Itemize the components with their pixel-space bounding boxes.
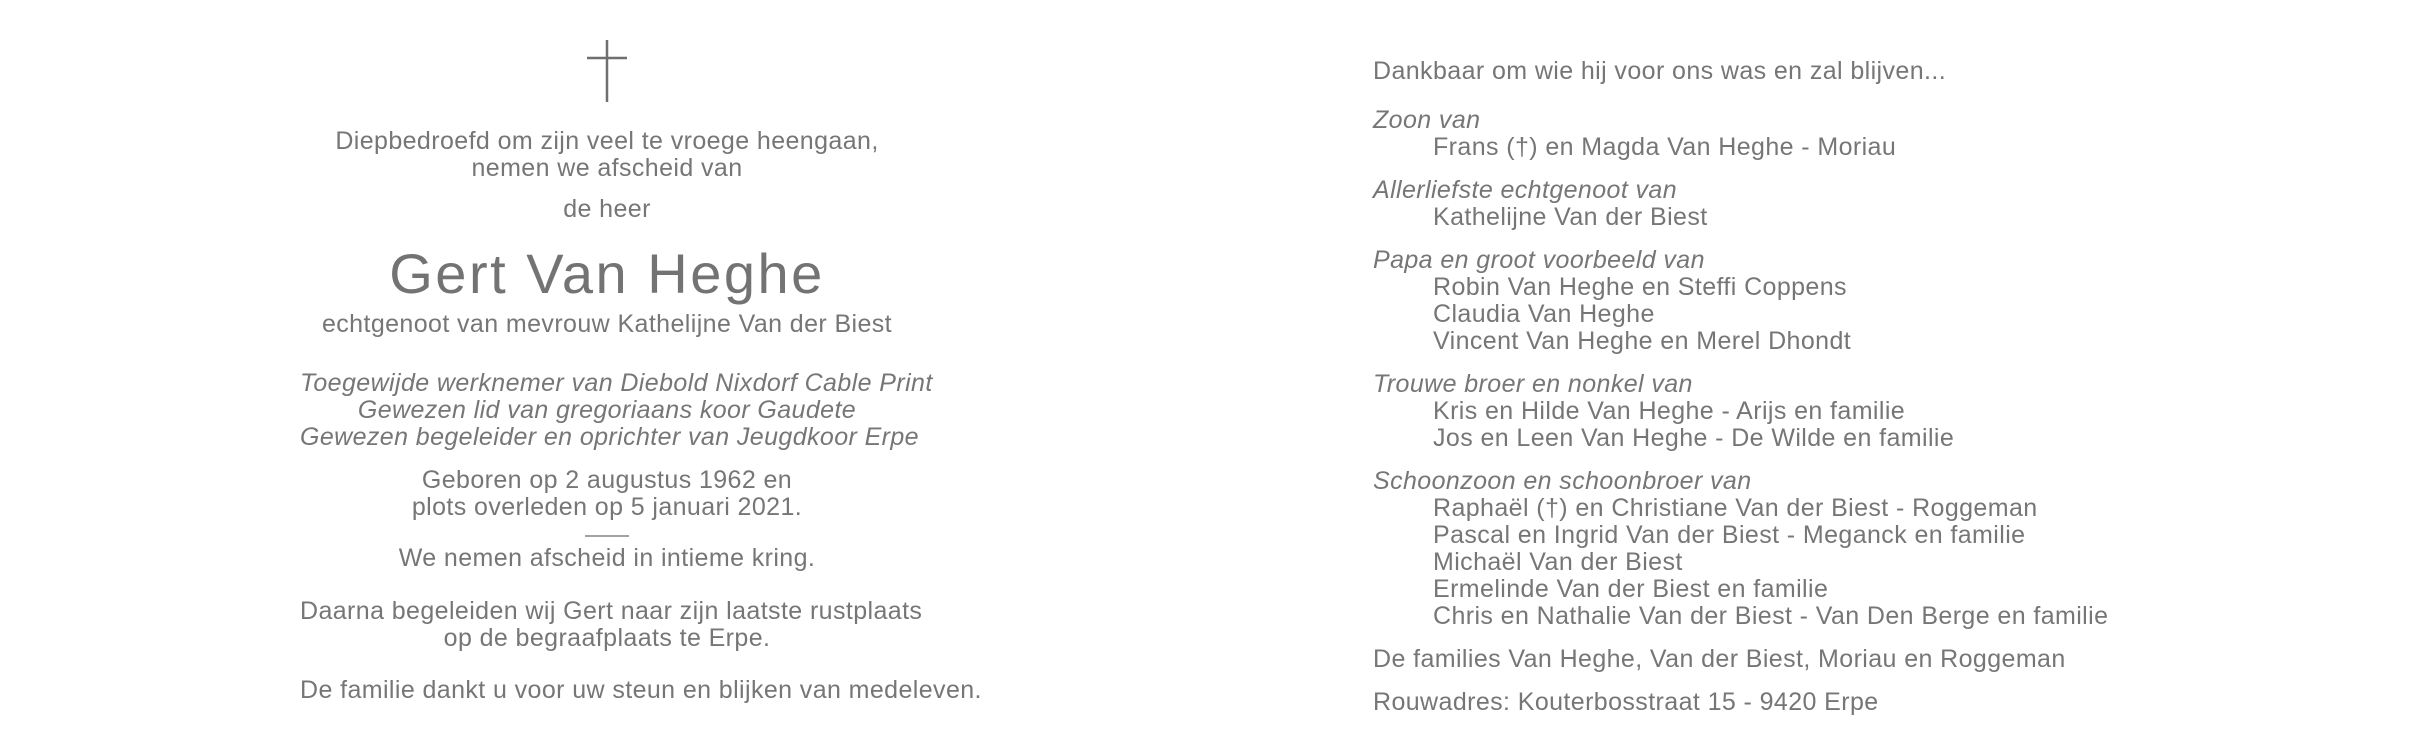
relation-section-brother xyxy=(1373,371,1993,452)
relation-section-husband xyxy=(1373,177,1993,231)
relative-name: Frans (†) en Magda Van Heghe - Moriau xyxy=(1433,133,1897,161)
divider-rule xyxy=(585,535,629,537)
tribute-line-1: Toegewijde werknemer van Diebold Nixdorf Cable Print xyxy=(300,369,933,397)
relative-name: Kathelijne Van der Biest xyxy=(1433,203,1708,231)
relative-name: Ermelinde Van der Biest en familie xyxy=(1433,575,1829,603)
families-line: De families Van Heghe, Van der Biest, Moriau en Roggeman xyxy=(1373,645,2066,673)
mourning-address: Rouwadres: Kouterbosstraat 15 - 9420 Erpe xyxy=(1373,688,1879,716)
relation-section-inlaws xyxy=(1373,467,2109,630)
relation-heading: Allerliefste echtgenoot van xyxy=(1373,176,1678,204)
announcement-column xyxy=(300,0,982,754)
intro-line-2: nemen we afscheid van xyxy=(471,154,743,182)
intro-line-1: Diepbedroefd om zijn veel te vroege heengaan, xyxy=(335,127,879,155)
birth-death-dates xyxy=(300,467,914,521)
relation-heading: Trouwe broer en nonkel van xyxy=(1373,370,1693,398)
relation-section-son xyxy=(1373,107,1993,161)
deceased-name: Gert Van Heghe xyxy=(389,242,825,305)
relative-name: Jos en Leen Van Heghe - De Wilde en familie xyxy=(1433,424,1955,452)
thanks-line: De familie dankt u voor uw steun en blijken van medeleven. xyxy=(300,676,982,704)
spouse-line: echtgenoot van mevrouw Kathelijne Van der Biest xyxy=(321,310,893,338)
relative-name: Pascal en Ingrid Van der Biest - Meganck en familie xyxy=(1433,521,2026,549)
tribute-line-2: Gewezen lid van gregoriaans koor Gaudete xyxy=(357,396,857,424)
relative-name: Robin Van Heghe en Steffi Coppens xyxy=(1433,273,1847,301)
birth-line: Geboren op 2 augustus 1962 en xyxy=(421,466,793,494)
relative-name: Michaël Van der Biest xyxy=(1433,548,1683,576)
burial-line-1: Daarna begeleiden wij Gert naar zijn laatste rustplaats xyxy=(300,597,923,625)
intro-text xyxy=(300,128,914,182)
relative-name: Kris en Hilde Van Heghe - Arijs en familie xyxy=(1433,397,1906,425)
cross-icon xyxy=(585,40,629,102)
relative-name: Vincent Van Heghe en Merel Dhondt xyxy=(1433,327,1852,355)
farewell-line: We nemen afscheid in intieme kring. xyxy=(398,544,816,572)
relative-name: Chris en Nathalie Van der Biest - Van Den Berge en familie xyxy=(1433,602,2109,630)
death-line: plots overleden op 5 januari 2021. xyxy=(411,493,803,521)
relation-heading: Papa en groot voorbeeld van xyxy=(1373,246,1705,274)
relative-name: Claudia Van Heghe xyxy=(1433,300,1655,328)
relative-name: Raphaël (†) en Christiane Van der Biest - Roggeman xyxy=(1433,494,2038,522)
relation-section-father xyxy=(1373,247,1993,355)
family-column xyxy=(1373,0,2109,754)
relation-heading: Zoon van xyxy=(1373,106,1481,134)
relation-heading: Schoonzoon en schoonbroer van xyxy=(1373,467,1752,495)
tribute-text xyxy=(300,369,933,451)
salutation: de heer xyxy=(563,195,651,223)
burial-text xyxy=(300,597,923,652)
opening-line: Dankbaar om wie hij voor ons was en zal blijven... xyxy=(1373,57,1947,85)
burial-line-2: op de begraafplaats te Erpe. xyxy=(443,624,771,652)
tribute-line-3: Gewezen begeleider en oprichter van Jeugdkoor Erpe xyxy=(300,423,919,451)
